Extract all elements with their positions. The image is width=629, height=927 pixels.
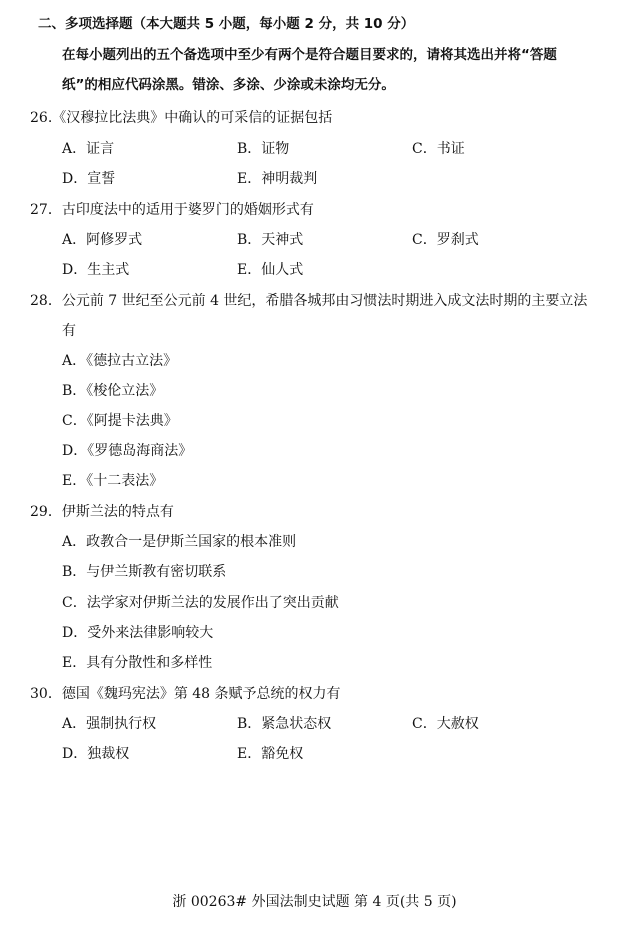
question-27-stem: 27．古印度法中的适用于婆罗门的婚姻形式有 xyxy=(30,202,314,218)
question-29-option-c: C．法学家对伊斯兰法的发展作出了突出贡献 xyxy=(62,595,339,611)
question-29-option-b: B．与伊兰斯教有密切联系 xyxy=(62,564,227,580)
question-30-option-d: D．独裁权 xyxy=(62,746,130,762)
question-26-option-a: A．证言 xyxy=(62,141,115,157)
question-27-option-b: B．天神式 xyxy=(237,232,304,248)
question-29-option-e: E．具有分散性和多样性 xyxy=(62,655,213,671)
question-28-option-a: A．《德拉古立法》 xyxy=(62,353,178,369)
section-instruction-line2: 纸”的相应代码涂黑。错涂、多涂、少涂或未涂均无分。 xyxy=(62,77,395,93)
question-29-stem: 29．伊斯兰法的特点有 xyxy=(30,504,174,520)
question-28-stem-line2: 有 xyxy=(62,323,76,339)
question-30-option-c: C．大赦权 xyxy=(412,716,479,732)
question-30-option-e: E．豁免权 xyxy=(237,746,304,762)
question-28-option-c: C．《阿提卡法典》 xyxy=(62,413,178,429)
question-30-stem: 30．德国《魏玛宪法》第 48 条赋予总统的权力有 xyxy=(30,686,341,702)
question-30-option-b: B．紧急状态权 xyxy=(237,716,332,732)
question-30-option-a: A．强制执行权 xyxy=(62,716,157,732)
question-29-option-a: A．政教合一是伊斯兰国家的根本准则 xyxy=(62,534,297,550)
question-28-option-e: E．《十二表法》 xyxy=(62,473,164,489)
question-28-option-b: B．《梭伦立法》 xyxy=(62,383,164,399)
question-28-stem-line1: 28．公元前 7 世纪至公元前 4 世纪，希腊各城邦由习惯法时期进入成文法时期的主要立法 xyxy=(30,293,588,309)
question-28-option-d: D．《罗德岛海商法》 xyxy=(62,443,193,459)
section-title: 二、多项选择题（本大题共 5 小题，每小题 2 分，共 10 分） xyxy=(38,16,415,32)
question-29-option-d: D．受外来法律影响较大 xyxy=(62,625,214,641)
question-27-option-e: E．仙人式 xyxy=(237,262,304,278)
page-footer: 浙 00263# 外国法制史试题 第 4 页(共 5 页) xyxy=(172,894,457,910)
question-26-option-d: D．宣誓 xyxy=(62,171,116,187)
question-27-option-c: C．罗刹式 xyxy=(412,232,479,248)
section-instruction-line1: 在每小题列出的五个备选项中至少有两个是符合题目要求的，请将其选出并将“答题 xyxy=(62,47,557,63)
question-27-option-d: D．生主式 xyxy=(62,262,130,278)
question-26-stem: 26.《汉穆拉比法典》中确认的可采信的证据包括 xyxy=(30,110,333,126)
question-26-option-c: C．书证 xyxy=(412,141,465,157)
question-26-option-b: B．证物 xyxy=(237,141,290,157)
question-27-option-a: A．阿修罗式 xyxy=(62,232,143,248)
question-26-option-e: E．神明裁判 xyxy=(237,171,318,187)
